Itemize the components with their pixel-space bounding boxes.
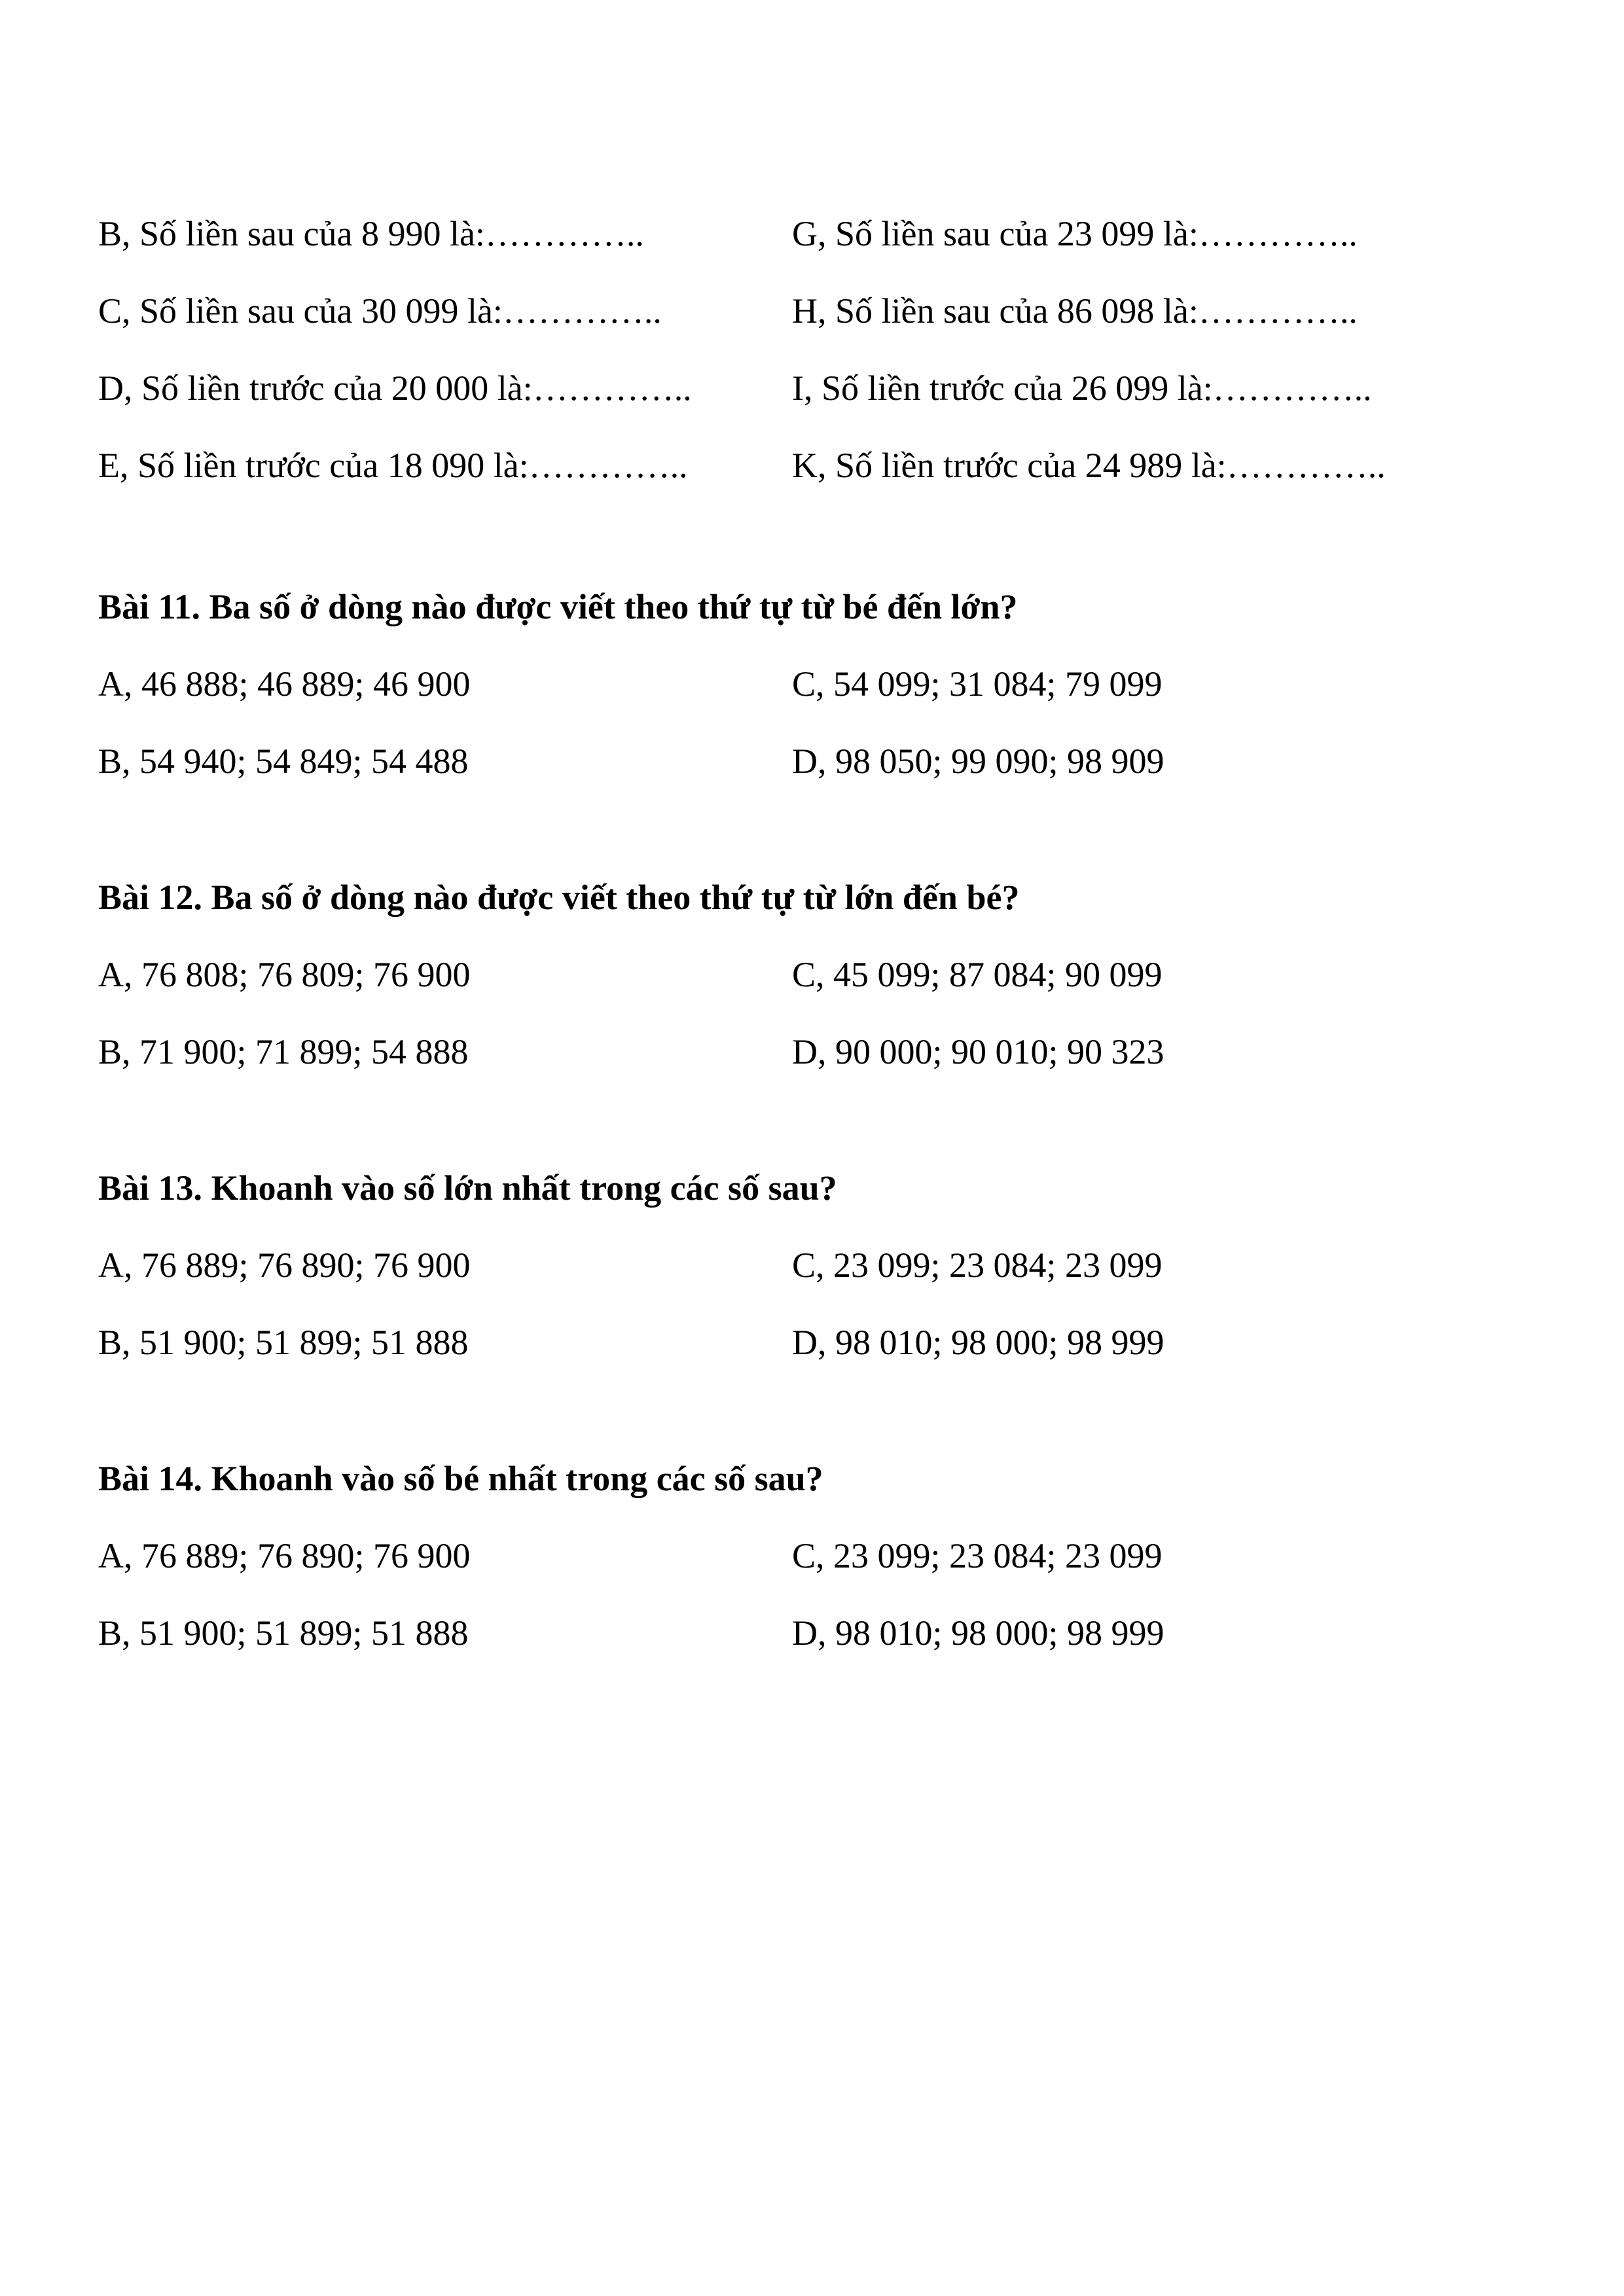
exercise-11-title: Bài 11. Ba số ở dòng nào được viết theo thứ tự từ bé đến lớn? xyxy=(98,587,1018,626)
fill-in-item-e: E, Số liền trước của 18 090 là:………….. xyxy=(98,446,688,485)
exercise-11-option-d: D, 98 050; 99 090; 98 909 xyxy=(792,742,1164,781)
exercise-13-option-d: D, 98 010; 98 000; 98 999 xyxy=(792,1323,1164,1362)
exercise-12-option-b: B, 71 900; 71 899; 54 888 xyxy=(98,1032,469,1071)
fill-in-item-g: G, Số liền sau của 23 099 là:………….. xyxy=(792,214,1358,253)
exercise-13-option-c: C, 23 099; 23 084; 23 099 xyxy=(792,1246,1163,1285)
exercise-11-option-c: C, 54 099; 31 084; 79 099 xyxy=(792,664,1163,704)
exercise-14-title: Bài 14. Khoanh vào số bé nhất trong các số sau? xyxy=(98,1459,823,1498)
exercise-14-option-c: C, 23 099; 23 084; 23 099 xyxy=(792,1536,1163,1575)
fill-in-item-b: B, Số liền sau của 8 990 là:………….. xyxy=(98,214,644,253)
fill-in-item-i: I, Số liền trước của 26 099 là:………….. xyxy=(792,368,1372,408)
fill-in-item-c: C, Số liền sau của 30 099 là:………….. xyxy=(98,291,662,331)
exercise-12-option-c: C, 45 099; 87 084; 90 099 xyxy=(792,955,1163,994)
exercise-11-option-a: A, 46 888; 46 889; 46 900 xyxy=(98,664,471,704)
exercise-14-option-d: D, 98 010; 98 000; 98 999 xyxy=(792,1613,1164,1653)
exercise-13-option-a: A, 76 889; 76 890; 76 900 xyxy=(98,1246,471,1285)
exercise-14-option-b: B, 51 900; 51 899; 51 888 xyxy=(98,1613,469,1653)
fill-in-item-k: K, Số liền trước của 24 989 là:………….. xyxy=(792,446,1386,485)
exercise-12-option-a: A, 76 808; 76 809; 76 900 xyxy=(98,955,471,994)
exercise-12-option-d: D, 90 000; 90 010; 90 323 xyxy=(792,1032,1164,1071)
exercise-12-title: Bài 12. Ba số ở dòng nào được viết theo thứ tự từ lớn đến bé? xyxy=(98,878,1020,917)
exercise-11-option-b: B, 54 940; 54 849; 54 488 xyxy=(98,742,469,781)
fill-in-item-h: H, Số liền sau của 86 098 là:………….. xyxy=(792,291,1358,331)
exercise-13-option-b: B, 51 900; 51 899; 51 888 xyxy=(98,1323,469,1362)
exercise-13-title: Bài 13. Khoanh vào số lớn nhất trong các số sau? xyxy=(98,1168,837,1208)
fill-in-item-d: D, Số liền trước của 20 000 là:………….. xyxy=(98,368,692,408)
exercise-14-option-a: A, 76 889; 76 890; 76 900 xyxy=(98,1536,471,1575)
